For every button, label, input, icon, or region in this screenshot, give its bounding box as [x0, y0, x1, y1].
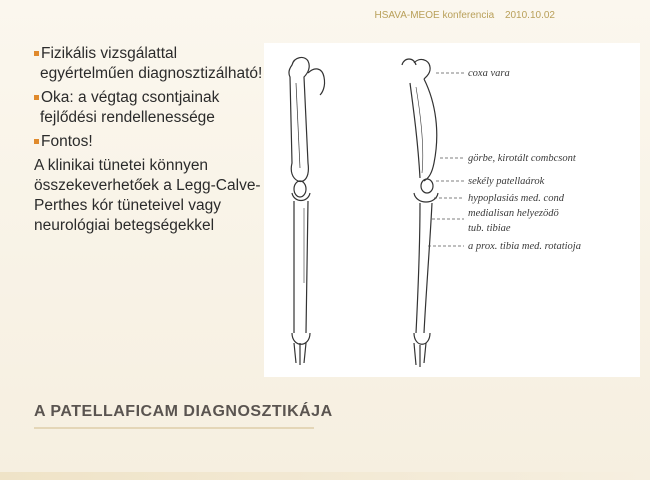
header-info: [366, 10, 555, 21]
conference-label: HSAVA-MEOE konferencia: [374, 10, 495, 21]
bullet-text: Oka: a végtag csontjainak fejlődési rendellenessége: [40, 89, 220, 126]
bullet-item: [34, 88, 264, 128]
date-label: 2010.10.02: [504, 10, 555, 21]
leader-lines: [428, 73, 464, 246]
bullet-item: [34, 132, 264, 152]
label-patella-groove: sekély patellaárok: [468, 176, 545, 187]
left-leg-drawing: [289, 58, 325, 365]
right-leg-drawing: [402, 59, 438, 367]
bullet-text: Fizikális vizsgálattal egyértelműen diagnosztizálható!: [40, 45, 263, 82]
title-underline: [34, 427, 314, 429]
label-tub-tibiae: tub. tibiae: [468, 223, 511, 234]
body-paragraph: A klinikai tünetei könnyen összekeverhetőek a Legg-Calve-Perthes kór tüneteivel vagy neurológiai betegségekkel: [34, 157, 261, 234]
bullet-icon: [34, 95, 39, 100]
leg-diagram-svg: [264, 43, 640, 377]
label-medial: medialisan helyezödö: [468, 208, 559, 219]
label-condyle: hypoplasiás med. cond: [468, 193, 564, 204]
label-femur: görbe, kirotált combcsont: [468, 153, 576, 164]
bullet-text: Fontos!: [41, 133, 93, 150]
slide-title: A PATELLAFICAM DIAGNOSZTIKÁJA: [34, 403, 333, 420]
bottom-bar: [0, 472, 650, 480]
leg-diagram: [264, 43, 640, 377]
bullet-item: [34, 44, 264, 84]
label-coxa-vara: coxa vara: [468, 68, 510, 79]
label-tibia-rotation: a prox. tibia med. rotatioja: [468, 241, 581, 252]
bullet-icon: [34, 139, 39, 144]
bullet-icon: [34, 51, 39, 56]
bullet-list: [34, 44, 264, 236]
